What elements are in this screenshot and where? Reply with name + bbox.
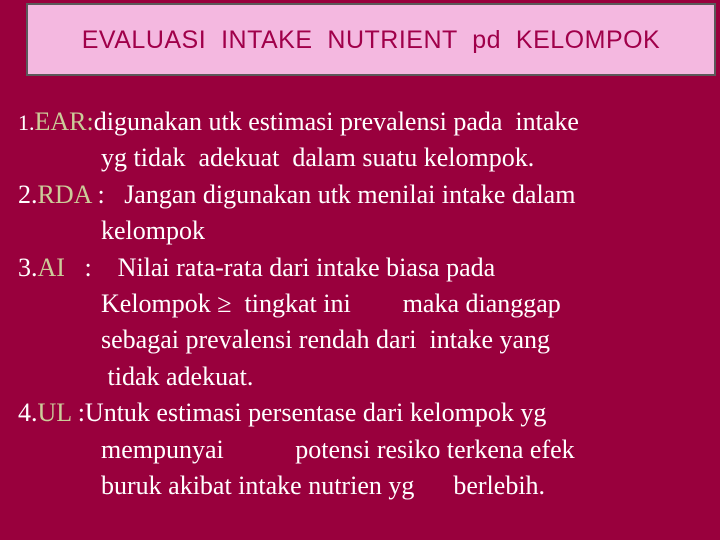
item-term: UL bbox=[37, 398, 72, 428]
title-box bbox=[26, 3, 716, 76]
list-item-first-line bbox=[18, 177, 718, 213]
list-item-rda bbox=[18, 177, 718, 250]
list-item-first-line bbox=[18, 395, 718, 431]
content-list bbox=[18, 104, 718, 504]
item-text-continuation: sebagai prevalensi rendah dari intake yang bbox=[101, 325, 551, 355]
list-item-ai bbox=[18, 250, 718, 396]
item-number: 3. bbox=[18, 252, 38, 282]
item-text-continuation: yg tidak adekuat dalam suatu kelompok. bbox=[101, 143, 535, 173]
item-term: EAR: bbox=[34, 107, 94, 136]
list-item-first-line bbox=[18, 250, 718, 286]
item-text: : Jangan digunakan utk menilai intake dalam bbox=[90, 179, 576, 209]
item-text-continuation: kelompok bbox=[101, 216, 205, 246]
item-number: 4. bbox=[18, 398, 38, 428]
item-text: digunakan utk estimasi prevalensi pada intake bbox=[93, 107, 579, 136]
item-number: 1. bbox=[18, 110, 35, 135]
item-text: :Untuk estimasi persentase dari kelompok yg bbox=[71, 398, 547, 428]
item-text-continuation: buruk akibat intake nutrien yg berlebih. bbox=[101, 470, 546, 500]
item-term: RDA bbox=[37, 179, 91, 209]
item-term: AI bbox=[37, 252, 65, 282]
list-item-ear bbox=[18, 104, 718, 177]
slide-title: EVALUASI INTAKE NUTRIENT pd KELOMPOK bbox=[81, 26, 661, 54]
list-item-first-line bbox=[18, 104, 718, 140]
list-item-ul bbox=[18, 395, 718, 504]
item-text: : Nilai rata-rata dari intake biasa pada bbox=[64, 252, 496, 282]
item-text-continuation: mempunyai potensi resiko terkena efek bbox=[101, 434, 575, 464]
item-text-continuation: tidak adekuat. bbox=[101, 361, 254, 391]
item-number: 2. bbox=[18, 179, 38, 209]
item-text-continuation: Kelompok ≥ tingkat ini maka dianggap bbox=[101, 288, 561, 318]
